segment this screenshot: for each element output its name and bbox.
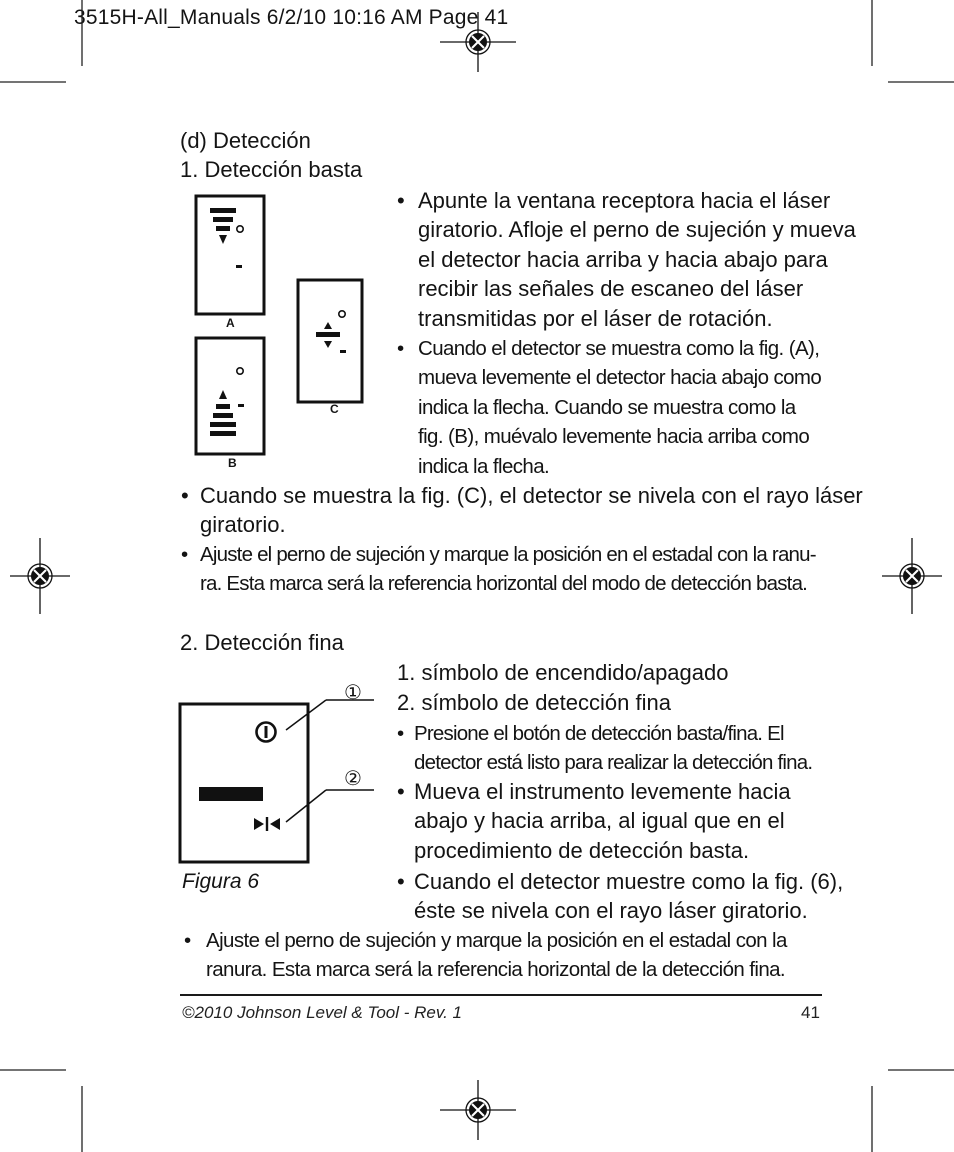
registration-mark-right	[882, 536, 942, 616]
detector-figure-b	[190, 332, 270, 462]
text-line: indica la flecha. Cuando se muestra como la	[418, 395, 796, 419]
text-line: transmitidas por el láser de rotación.	[418, 305, 773, 331]
text-line: el detector hacia arriba y hacia abajo para	[418, 246, 828, 272]
page-number: 41	[801, 1003, 820, 1022]
section-heading: (d) Detección	[180, 128, 311, 153]
footer-copyright: ©2010 Johnson Level & Tool - Rev. 1	[182, 1003, 462, 1022]
text-line: giratorio.	[200, 512, 286, 538]
coarse-bullet-level	[181, 481, 863, 540]
text-line: Cuando el detector se muestra como la fig. (A),	[418, 337, 820, 360]
bullet-marker: •	[181, 483, 189, 508]
text-line: procedimiento de detección basta.	[414, 837, 750, 863]
footer-rule	[180, 994, 822, 996]
text-line: detector está listo para realizar la detección fina.	[414, 751, 813, 775]
text-line: éste se nivela con el rayo láser giratorio.	[414, 898, 808, 924]
fine-item-fine-symbol: 2. símbolo de detección fina	[397, 690, 671, 715]
detector-figure-a	[190, 192, 270, 332]
registration-mark-bottom	[438, 1080, 518, 1140]
printer-slug: 3515H-All_Manuals 6/2/10 10:16 AM Page 41	[74, 6, 509, 29]
text-line: Mueva el instrumento levemente hacia	[414, 779, 791, 804]
figure-c-label: C	[330, 402, 339, 416]
text-line: indica la flecha.	[418, 454, 550, 478]
bullet-marker: •	[397, 779, 405, 804]
fine-item-power-symbol: 1. símbolo de encendido/apagado	[397, 660, 729, 685]
text-line: ra. Esta marca será la referencia horizontal del modo de detección basta.	[200, 572, 808, 596]
callout-2: ②	[344, 768, 362, 790]
coarse-bullet-mark	[181, 540, 816, 599]
registration-mark-top	[438, 12, 518, 72]
figure-b-label: B	[228, 456, 237, 470]
bullet-marker: •	[397, 337, 404, 360]
figure-6-caption: Figura 6	[182, 870, 260, 893]
text-line: fig. (B), muévalo levemente hacia arriba como	[418, 425, 810, 449]
text-line: ranura. Esta marca será la referencia horizontal de la detección fina.	[206, 958, 786, 982]
figure-a-label: A	[226, 316, 235, 330]
text-line: Presione el botón de detección basta/fina. El	[414, 722, 784, 745]
bullet-marker: •	[397, 722, 404, 745]
fine-bullet-mark	[184, 926, 787, 985]
detector-figure-c	[292, 276, 372, 406]
text-line: abajo y hacia arriba, al igual que en el	[414, 808, 785, 834]
fine-bullet-level	[397, 867, 843, 926]
fine-bullet-move	[397, 777, 791, 865]
text-line: Ajuste el perno de sujeción y marque la posición en el estadal con la	[206, 929, 787, 952]
fine-bullet-press	[397, 719, 812, 778]
text-line: Cuando el detector muestre como la fig. (6),	[414, 869, 844, 894]
text-line: giratorio. Afloje el perno de sujeción y mueva	[418, 217, 856, 243]
text-line: recibir las señales de escaneo del láser	[418, 276, 804, 302]
bullet-marker: •	[181, 543, 188, 566]
text-line: mueva levemente el detector hacia abajo como	[418, 366, 822, 390]
callout-1: ①	[344, 682, 362, 704]
registration-mark-left	[10, 536, 70, 616]
text-line: Cuando se muestra la fig. (C), el detector se nivela con el rayo láser	[200, 483, 863, 508]
bullet-marker: •	[397, 869, 405, 894]
text-line: Ajuste el perno de sujeción y marque la posición en el estadal con la ranu-	[200, 543, 816, 566]
bullet-marker: •	[397, 188, 405, 213]
coarse-detection-heading: 1. Detección basta	[180, 157, 363, 182]
fine-detection-heading: 2. Detección fina	[180, 630, 344, 655]
coarse-bullet-figures	[397, 334, 821, 481]
coarse-bullet-aim	[397, 186, 856, 333]
text-line: Apunte la ventana receptora hacia el láser	[418, 188, 831, 213]
bullet-marker: •	[184, 929, 191, 952]
